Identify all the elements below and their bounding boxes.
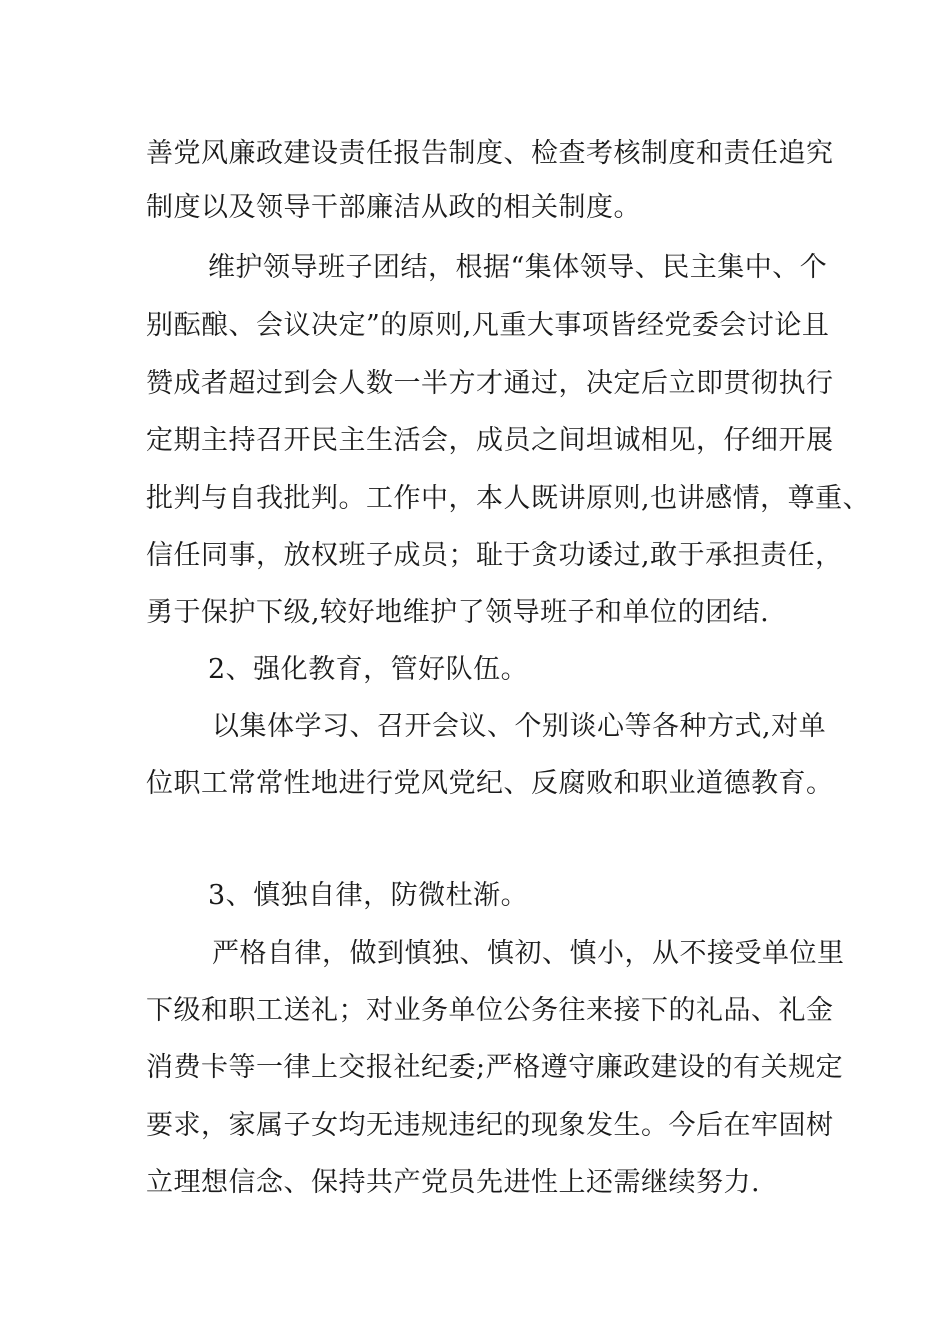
section-heading: 2、强化教育，管好队伍。 bbox=[208, 654, 529, 685]
text-line: 信任同事，放权班子成员；耻于贪功诿过,敢于承担责任， bbox=[146, 540, 843, 571]
text-line: 立理想信念、保持共产党员先进性上还需继续努力. bbox=[146, 1167, 761, 1198]
text-line: 要求，家属子女均无违规违纪的现象发生。今后在牢固树 bbox=[146, 1110, 834, 1141]
text-line: 消费卡等一律上交报社纪委;严格遵守廉政建设的有关规定 bbox=[146, 1052, 844, 1083]
text-line: 位职工常常性地进行党风党纪、反腐败和职业道德教育。 bbox=[146, 768, 834, 799]
text-line: 赞成者超过到会人数一半方才通过，决定后立即贯彻执行 bbox=[146, 368, 834, 399]
text-line: 下级和职工送礼；对业务单位公务往来接下的礼品、礼金 bbox=[146, 995, 834, 1026]
paragraph-start-line: 维护领导班子团结，根据“集体领导、民主集中、个 bbox=[208, 252, 828, 283]
text-line: 批判与自我批判。工作中，本人既讲原则,也讲感情，尊重、 bbox=[146, 483, 871, 514]
paragraph-start-line: 严格自律，做到慎独、慎初、慎小，从不接受单位里 bbox=[212, 938, 845, 969]
text-line: 制度以及领导干部廉洁从政的相关制度。 bbox=[146, 192, 641, 223]
text-line: 勇于保护下级,较好地维护了领导班子和单位的团结. bbox=[146, 597, 770, 628]
paragraph-start-line: 以集体学习、召开会议、个别谈心等各种方式,对单 bbox=[212, 711, 827, 742]
section-heading: 3、慎独自律，防微杜渐。 bbox=[208, 880, 529, 911]
text-line: 定期主持召开民主生活会，成员之间坦诚相见，仔细开展 bbox=[146, 425, 834, 456]
text-line: 善党风廉政建设责任报告制度、检查考核制度和责任追究 bbox=[146, 138, 834, 169]
text-line: 别酝酿、会议决定”的原则,凡重大事项皆经党委会讨论且 bbox=[146, 310, 830, 341]
